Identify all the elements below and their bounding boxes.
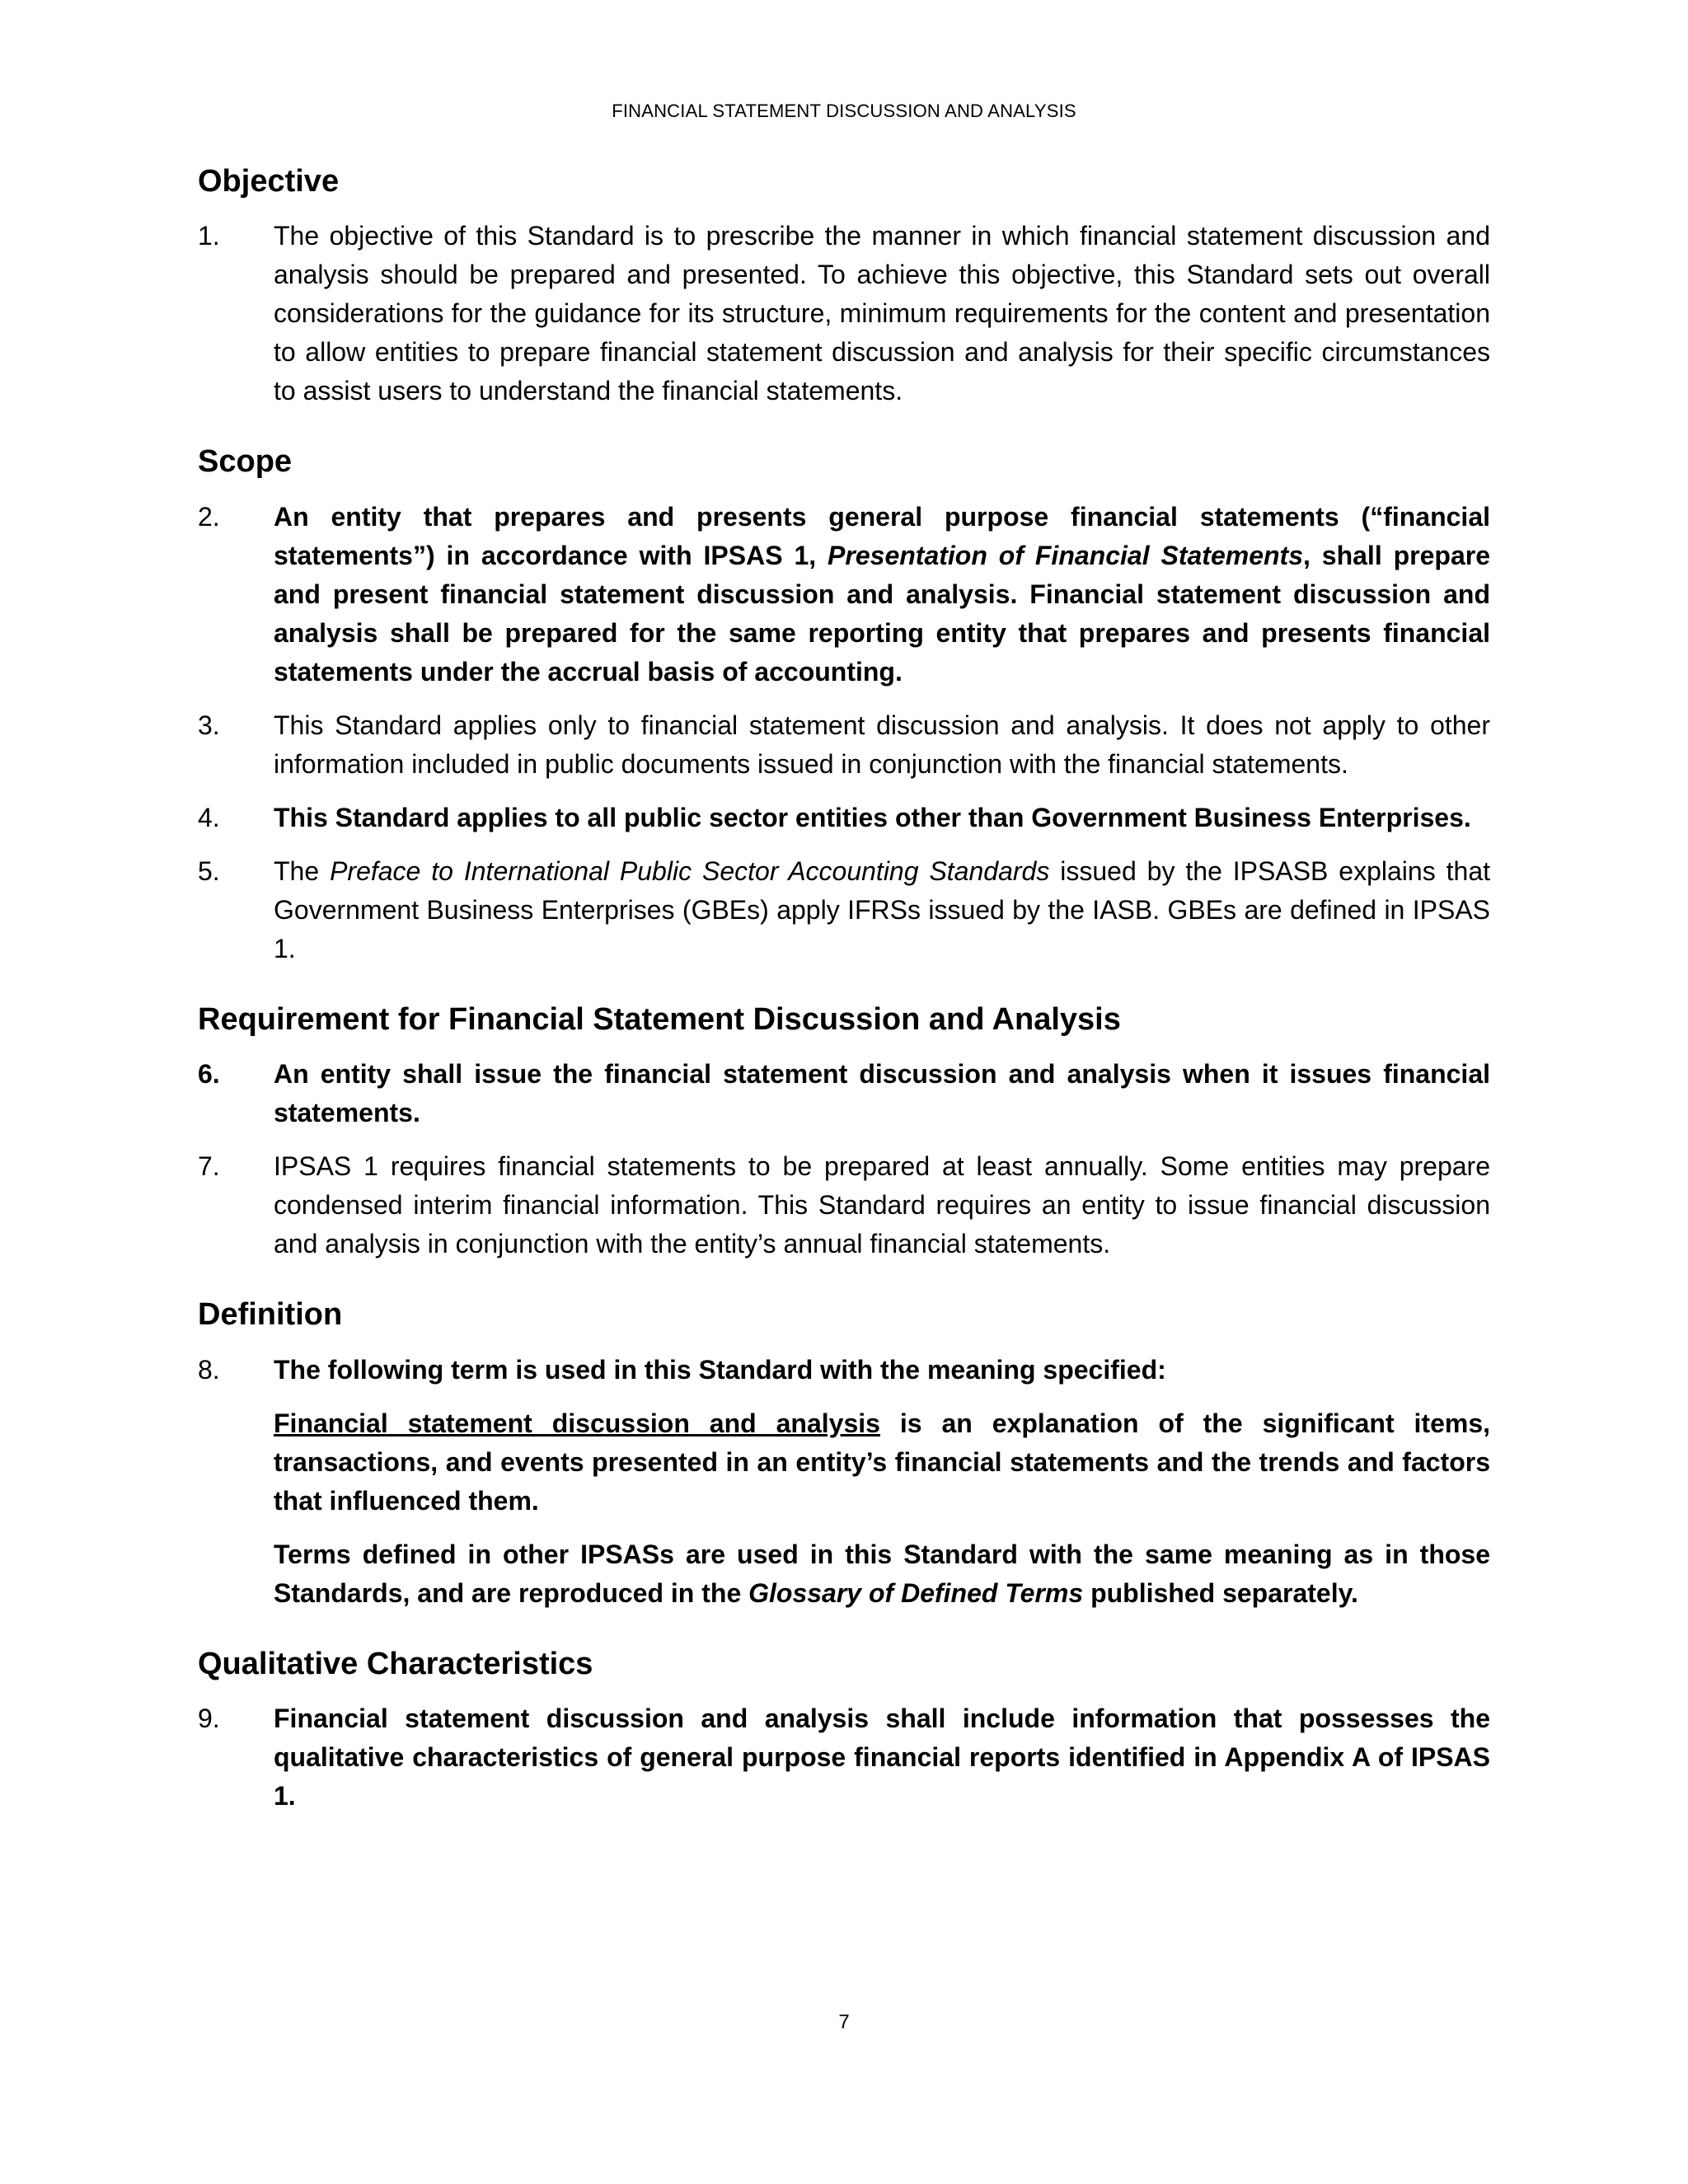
paragraph-6 — [198, 1055, 1490, 1132]
text-run: published separately. — [1083, 1577, 1358, 1608]
paragraph-number: 3. — [198, 710, 220, 740]
paragraph-text: This Standard applies only to financial statement discussion and analysis. It does not apply to other information included in public documents issued in conjunction with the financial statements. — [274, 710, 1490, 779]
text-run: The — [274, 855, 331, 886]
paragraph-4 — [198, 799, 1490, 837]
paragraph-number: 9. — [198, 1703, 220, 1733]
paragraph-number: 5. — [198, 855, 220, 886]
defined-term: Financial statement discussion and analysis — [274, 1408, 880, 1438]
paragraph-text: Financial statement discussion and analysis shall include information that possesses the qualitative characteristics of general purpose financial reports identified in Appendix A of IPSAS 1. — [274, 1703, 1490, 1811]
paragraph-number: 7. — [198, 1151, 220, 1182]
referenced-document-title: Preface to International Public Sector Accounting Standards — [330, 855, 1050, 886]
definition-text: is an explanation of the significant items, transactions, and events presented in an entity’s financial statements and the trends and factors that influenced them. — [274, 1408, 1491, 1516]
paragraph-9 — [198, 1699, 1490, 1816]
paragraph-number: 1. — [198, 221, 220, 251]
page-number: 7 — [838, 2011, 850, 2033]
glossary-title: Glossary of Defined Terms — [748, 1577, 1084, 1608]
paragraph-text: The objective of this Standard is to prescribe the manner in which financial statement discussion and analysis should be prepared and presented. To achieve this objective, this Standard sets out overall considerations for the guidance for its structure, minimum requirements for the content and presentation to allow entities to prepare financial statement discussion and analysis for their specific circumstances to assist users to understand the financial statements. — [274, 221, 1490, 406]
section-heading-scope: Scope — [198, 444, 293, 480]
paragraph-number: 4. — [198, 802, 220, 832]
definition-term-paragraph — [274, 1404, 1490, 1521]
paragraph-8 — [198, 1351, 1490, 1390]
paragraph-7 — [198, 1147, 1490, 1263]
text-run: , shall prepare and present financial statement discussion and analysis. Financial statement discussion and analysis shall be prepared for the same reporting entity that prepares and presents financial statements under the accrual basis of accounting. — [274, 540, 1491, 687]
text-run: An entity that prepares and presents general purpose financial statements (“financial statements”) in accordance with IPSAS 1, — [274, 501, 1490, 570]
paragraph-number: 8. — [198, 1354, 220, 1385]
paragraph-3 — [198, 706, 1490, 784]
other-terms-paragraph — [274, 1535, 1490, 1613]
section-heading-definition: Definition — [198, 1297, 343, 1333]
paragraph-2 — [198, 498, 1490, 691]
page-content — [198, 162, 1490, 1816]
section-heading-qualitative: Qualitative Characteristics — [198, 1646, 593, 1681]
paragraph-5 — [198, 852, 1490, 968]
paragraph-text: This Standard applies to all public sector entities other than Government Business Enterprises. — [274, 802, 1471, 832]
section-heading-objective: Objective — [198, 164, 340, 199]
text-run: issued by the IPSASB explains that Government Business Enterprises (GBEs) apply IFRSs issued by the IASB. GBEs are defined in IPSAS 1. — [274, 855, 1491, 963]
paragraph-number: 6. — [198, 1059, 220, 1090]
text-run: Terms defined in other IPSASs are used in this Standard with the same meaning as in those Standards, and are reproduced in the — [274, 1539, 1490, 1608]
paragraph-1 — [198, 217, 1490, 410]
paragraph-text: IPSAS 1 requires financial statements to be prepared at least annually. Some entities may prepare condensed interim financial information. This Standard requires an entity to issue financial discussion and analysis in conjunction with the entity’s annual financial statements. — [274, 1151, 1490, 1259]
running-header: FINANCIAL STATEMENT DISCUSSION AND ANALYSIS — [612, 101, 1076, 121]
paragraph-text — [274, 498, 1490, 691]
paragraph-text: The following term is used in this Standard with the meaning specified: — [274, 1354, 1166, 1385]
paragraph-number: 2. — [198, 501, 220, 532]
paragraph-text: An entity shall issue the financial statement discussion and analysis when it issues financial statements. — [274, 1059, 1490, 1128]
section-heading-requirement: Requirement for Financial Statement Discussion and Analysis — [198, 1001, 1121, 1037]
paragraph-text — [274, 852, 1490, 968]
referenced-standard-title: Presentation of Financial Statements — [828, 540, 1303, 570]
